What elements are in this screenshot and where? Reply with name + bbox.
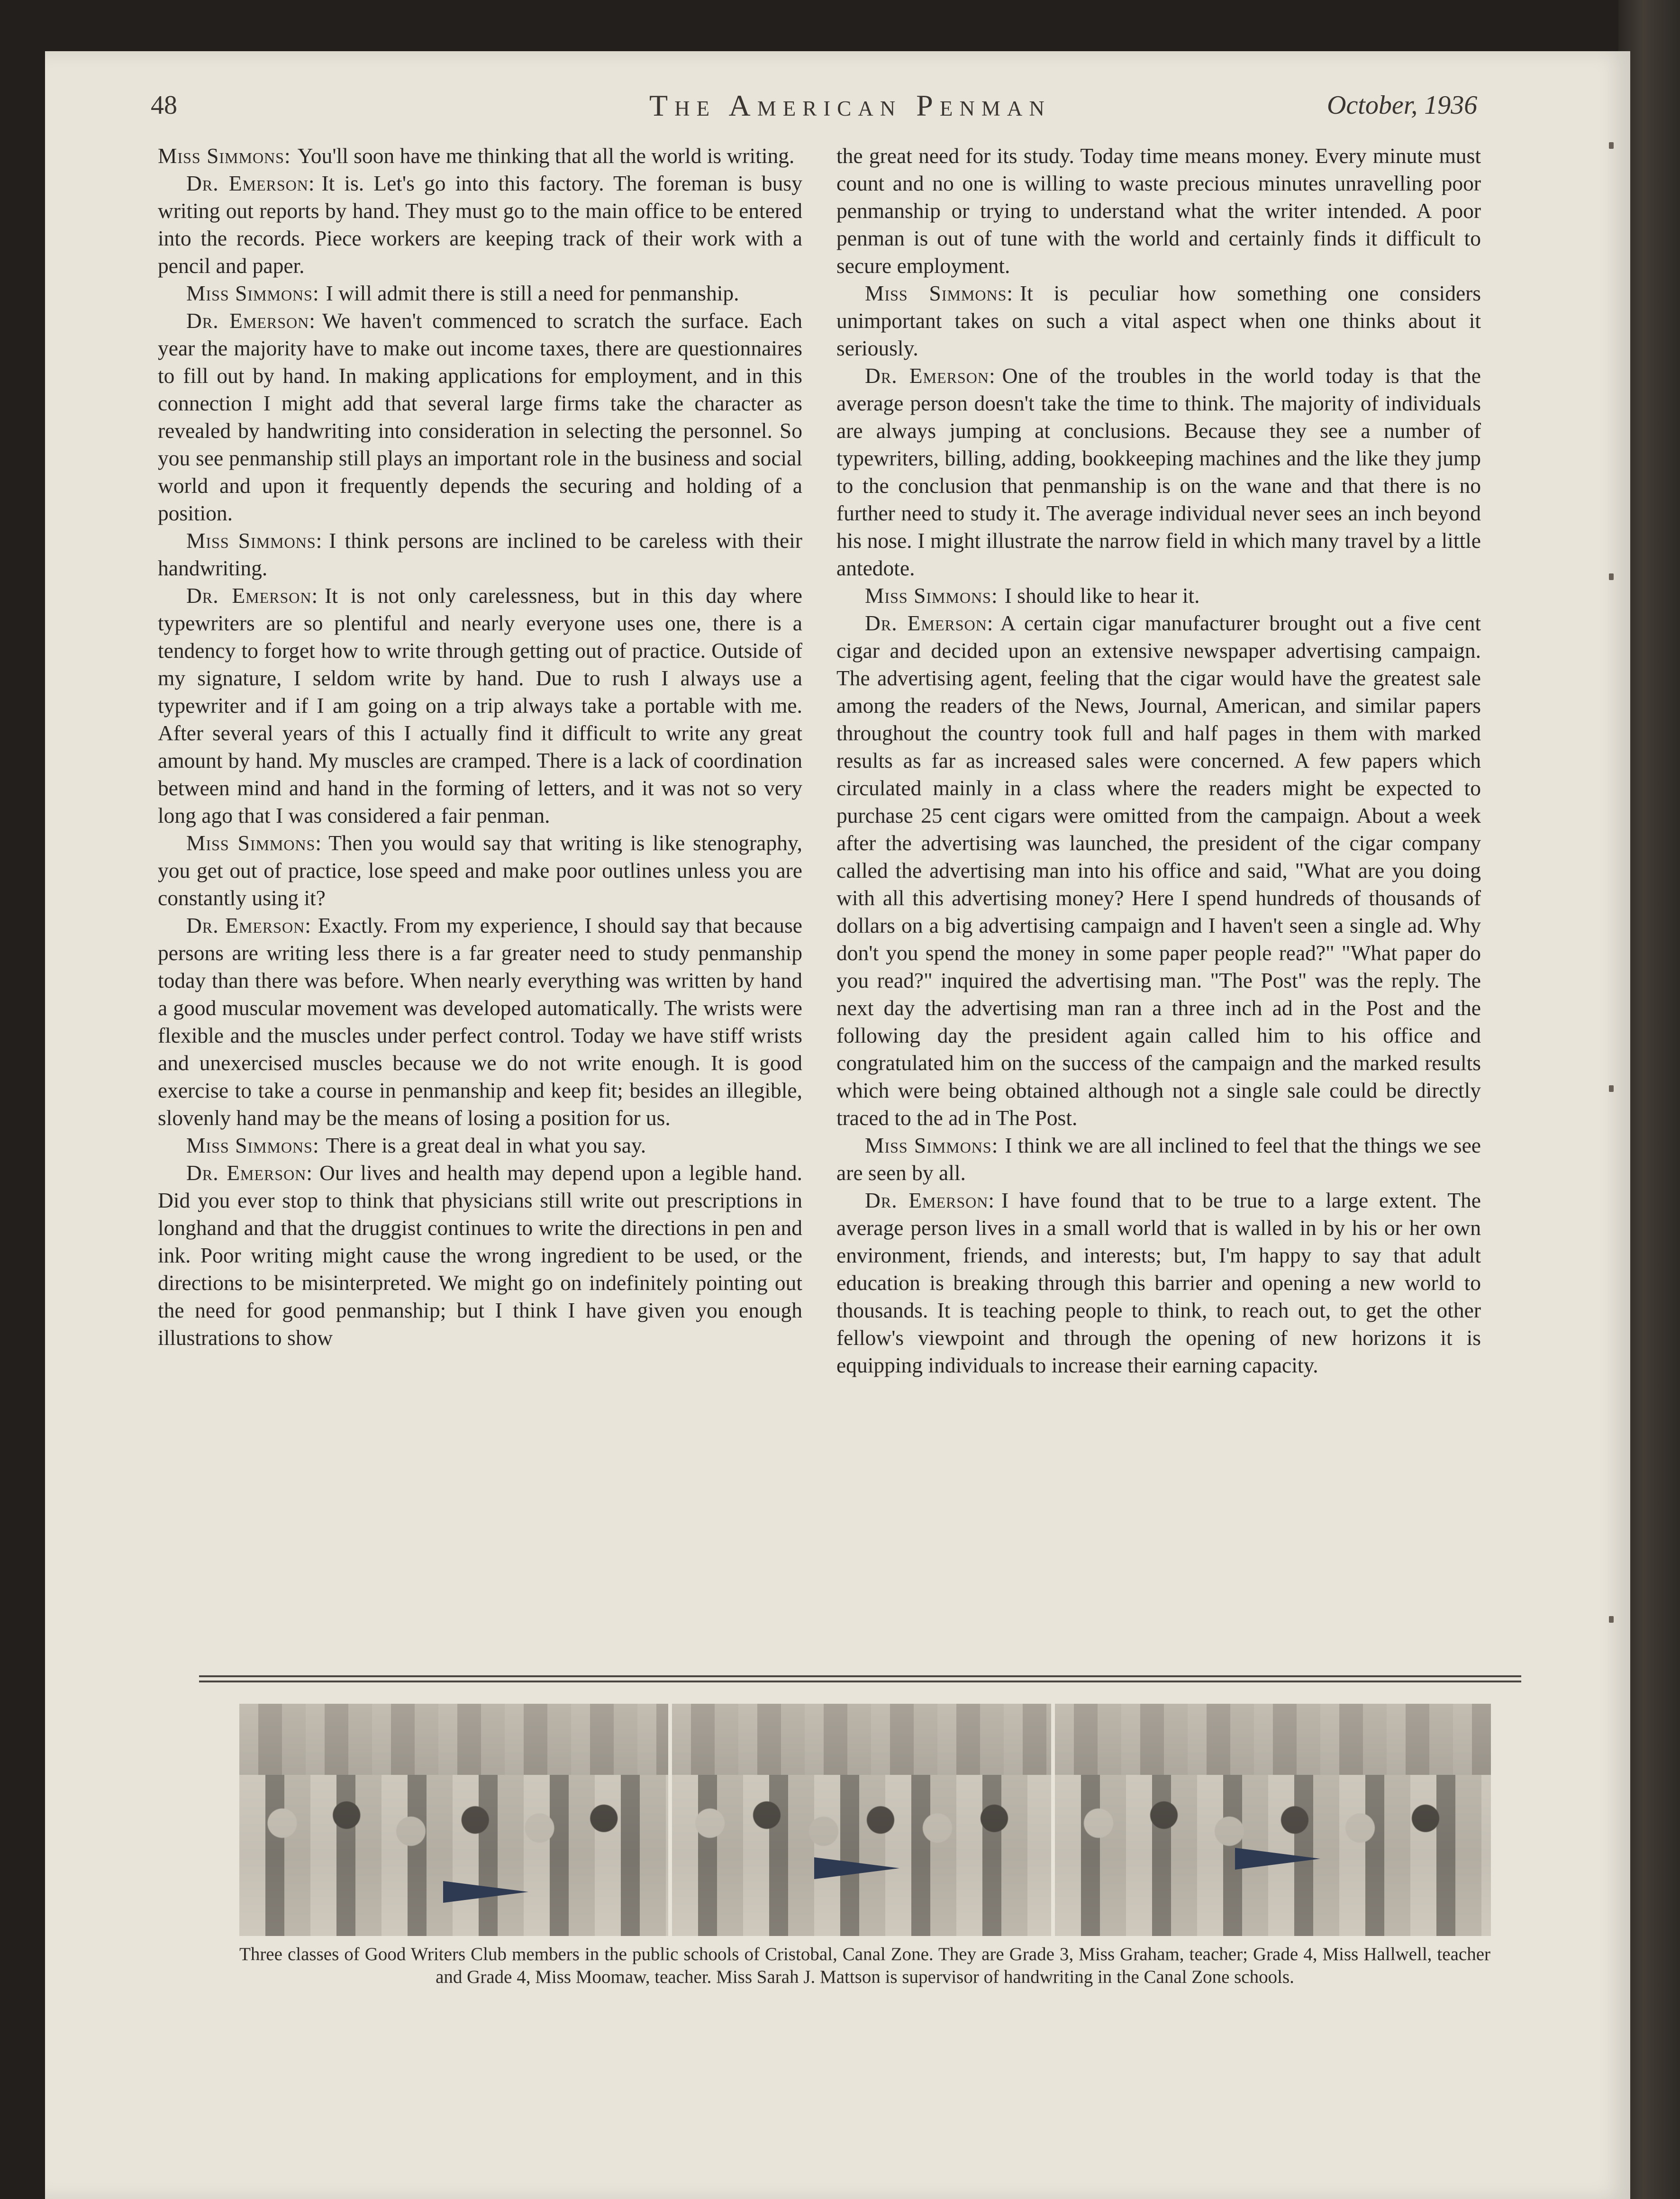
speaker-label: Dr. Emerson:	[186, 1161, 313, 1185]
margin-mark	[1609, 1085, 1614, 1092]
margin-mark	[1609, 1616, 1614, 1623]
dialogue-paragraph	[158, 307, 802, 527]
margin-mark	[1609, 573, 1614, 580]
dialogue-paragraph	[836, 1187, 1481, 1379]
paragraph-text: You'll soon have me thinking that all the world is writing.	[297, 144, 795, 168]
paragraph-text: There is a great deal in what you say.	[326, 1133, 646, 1157]
class-photo-grade-4-moomaw	[1055, 1704, 1491, 1936]
photo-caption: Three classes of Good Writers Club members in the public schools of Cristobal, Canal Zone. They are Grade 3, Miss Graham, teacher; Grade 4, Miss Hallwell, teacher and Grade 4, Miss Moomaw, teacher. Miss Sarah J. Mattson is supervisor of handwriting in the Canal Zone schools.	[239, 1944, 1490, 1987]
speaker-label: Miss Simmons:	[186, 528, 323, 553]
paragraph-text: I should like to hear it.	[1004, 583, 1200, 608]
speaker-label: Miss Simmons:	[865, 583, 998, 608]
paragraph-text: Our lives and health may depend upon a legible hand. Did you ever stop to think that physicians still write out prescriptions in longhand and that the druggist continues to write the directions in pen and ink. Poor writing might cause the wrong ingredient to be used, or the directions to be misinterpreted. We might go on indefinitely pointing out the need for good penmanship; but I think I have given you enough illustrations to show	[158, 1161, 803, 1350]
speaker-label: Dr. Emerson:	[186, 583, 318, 608]
dialogue-paragraph	[836, 280, 1481, 362]
pennant-icon	[443, 1881, 528, 1903]
paragraph-text: It is. Let's go into this factory. The foreman is busy writing out reports by hand. They must go to the main office to be entered into the records. Piece workers are keeping track of their work with a pencil and paper.	[158, 171, 802, 278]
paragraph-text: I have found that to be true to a large extent. The average person lives in a small world that is walled in by his or her own environment, friends, and interests; but, I'm happy to say that adult education is breaking through this barrier and opening a new world to thousands. It is teaching people to think, to reach out, to get the other fellow's viewpoint and through the opening of new horizons it is equipping individuals to increase their earning capacity.	[836, 1188, 1481, 1377]
dialogue-paragraph	[158, 912, 802, 1132]
speaker-label: Dr. Emerson:	[186, 913, 311, 937]
paragraph-text: I think persons are inclined to be careless with their handwriting.	[158, 528, 803, 580]
separator-rule-bottom	[199, 1681, 1521, 1682]
paragraph-text: It is peculiar how something one considers unimportant takes on such a vital aspect when one thinks about it seriously.	[836, 281, 1481, 360]
page-number: 48	[151, 91, 177, 120]
dialogue-paragraph	[158, 829, 802, 912]
speaker-label: Dr. Emerson:	[186, 309, 316, 333]
speaker-label: Miss Simmons:	[865, 1133, 999, 1157]
pennant-icon	[1235, 1848, 1320, 1870]
paragraph-text: the great need for its study. Today time means money. Every minute must count and no one is willing to waste precious minutes unravelling poor penmanship or trying to understand what the writer intended. A poor penman is out of tune with the world and certainly finds it difficult to secure employment.	[836, 144, 1481, 278]
dialogue-paragraph	[158, 142, 802, 170]
dialogue-paragraph	[836, 582, 1481, 609]
issue-date: October, 1936	[1327, 91, 1478, 120]
dialogue-paragraph	[836, 609, 1481, 1132]
separator-rule-top	[199, 1675, 1521, 1677]
paragraph-text: Then you would say that writing is like stenography, you get out of practice, lose speed and make poor outlines unless you are constantly using it?	[158, 831, 802, 910]
dialogue-paragraph	[158, 170, 802, 280]
dialogue-paragraph	[836, 362, 1481, 582]
right-column	[836, 142, 1481, 1379]
dialogue-paragraph	[836, 142, 1481, 280]
class-photo-grade-3	[239, 1704, 668, 1936]
paragraph-text: I will admit there is still a need for penmanship.	[326, 281, 739, 305]
speaker-label: Miss Simmons:	[865, 281, 1014, 305]
left-column	[158, 142, 802, 1352]
paragraph-text: I think we are all inclined to feel that the things we see are seen by all.	[836, 1133, 1481, 1185]
dialogue-paragraph	[158, 527, 802, 582]
journal-title: The American Penman	[649, 89, 1051, 122]
dialogue-paragraph	[158, 280, 802, 307]
paragraph-text: A certain cigar manufacturer brought out a five cent cigar and decided upon an extensive newspaper advertising campaign. The advertising agent, feeling that the cigar would have the greatest sale among the readers of the News, Journal, American, and similar papers throughout the country took full and half pages in them with marked results as far as increased sales were concerned. A few papers which circulated mainly in a class where the readers might be expected to purchase 25 cent cigars were omitted from the campaign. About a week after the advertising was launched, the president of the cigar company called the advertising man into his office and said, "What are you doing with all this advertising money? Here I spend hundreds of thousands of dollars on a big advertising campaign and I haven't seen a single ad. Why don't you spend the money in some paper people read?" "What paper do you read?" inquired the advertising man. "The Post" was the reply. The next day the advertising man ran a three inch ad in the Post and the following day the president again called him to his office and congratulated him on the success of the campaign and the marked results which were being obtained although not a single sale could be directly traced to the ad in The Post.	[836, 611, 1481, 1130]
speaker-label: Dr. Emerson:	[186, 171, 315, 195]
paragraph-text: It is not only carelessness, but in this day where typewriters are so plentiful and nearly everyone uses one, there is a tendency to forget how to write through getting out of practice. Outside of my signature, I seldom write by hand. Due to rush I always use a typewriter and if I am going on a trip always take a portable with me. After several years of this I actually find it difficult to write any great amount by hand. My muscles are cramped. There is a lack of coordination between mind and hand in the forming of letters, and it was not so very long ago that I was considered a fair penman.	[158, 583, 803, 827]
speaker-label: Miss Simmons:	[186, 281, 319, 305]
paragraph-text: Exactly. From my experience, I should say that because persons are writing less there is a far greater need to study penmanship today than there was before. When nearly everything was written by hand a good muscular movement was developed automatically. The wrists were flexible and the muscles under perfect control. Today we have stiff wrists and unexercised muscles because we do not write enough. It is good exercise to take a course in penmanship and keep fit; besides an illegible, slovenly hand may be the means of losing a position for us.	[158, 913, 803, 1130]
speaker-label: Dr. Emerson:	[865, 611, 994, 635]
speaker-label: Dr. Emerson:	[865, 363, 996, 388]
margin-mark	[1609, 142, 1614, 149]
speaker-label: Dr. Emerson:	[865, 1188, 995, 1212]
pennant-icon	[814, 1857, 899, 1879]
class-photo-grade-4-hallwell	[672, 1704, 1051, 1936]
paragraph-text: One of the troubles in the world today is that the average person doesn't take the time to think. The majority of individuals are always jumping at conclusions. Because they see a number of typewriters, billing, adding, bookkeeping machines and the like they jump to the conclusion that penmanship is on the wane and that there is no further need to study it. The average individual never sees an inch beyond his nose. I might illustrate the narrow field in which many travel by a little antedote.	[836, 363, 1481, 580]
dialogue-paragraph	[836, 1132, 1481, 1187]
dialogue-paragraph	[158, 1132, 802, 1159]
dialogue-paragraph	[158, 582, 802, 829]
speaker-label: Miss Simmons:	[186, 1133, 319, 1157]
speaker-label: Miss Simmons:	[158, 144, 291, 168]
speaker-label: Miss Simmons:	[186, 831, 322, 855]
paragraph-text: We haven't commenced to scratch the surface. Each year the majority have to make out income taxes, there are questionnaires to fill out by hand. In making applications for employment, and in this connection I might add that several large firms take the character as revealed by handwriting into consideration in selecting the personnel. So you see penmanship still plays an important role in the business and social world and upon it frequently depends the securing and holding of a position.	[158, 309, 802, 525]
dialogue-paragraph	[158, 1159, 802, 1352]
